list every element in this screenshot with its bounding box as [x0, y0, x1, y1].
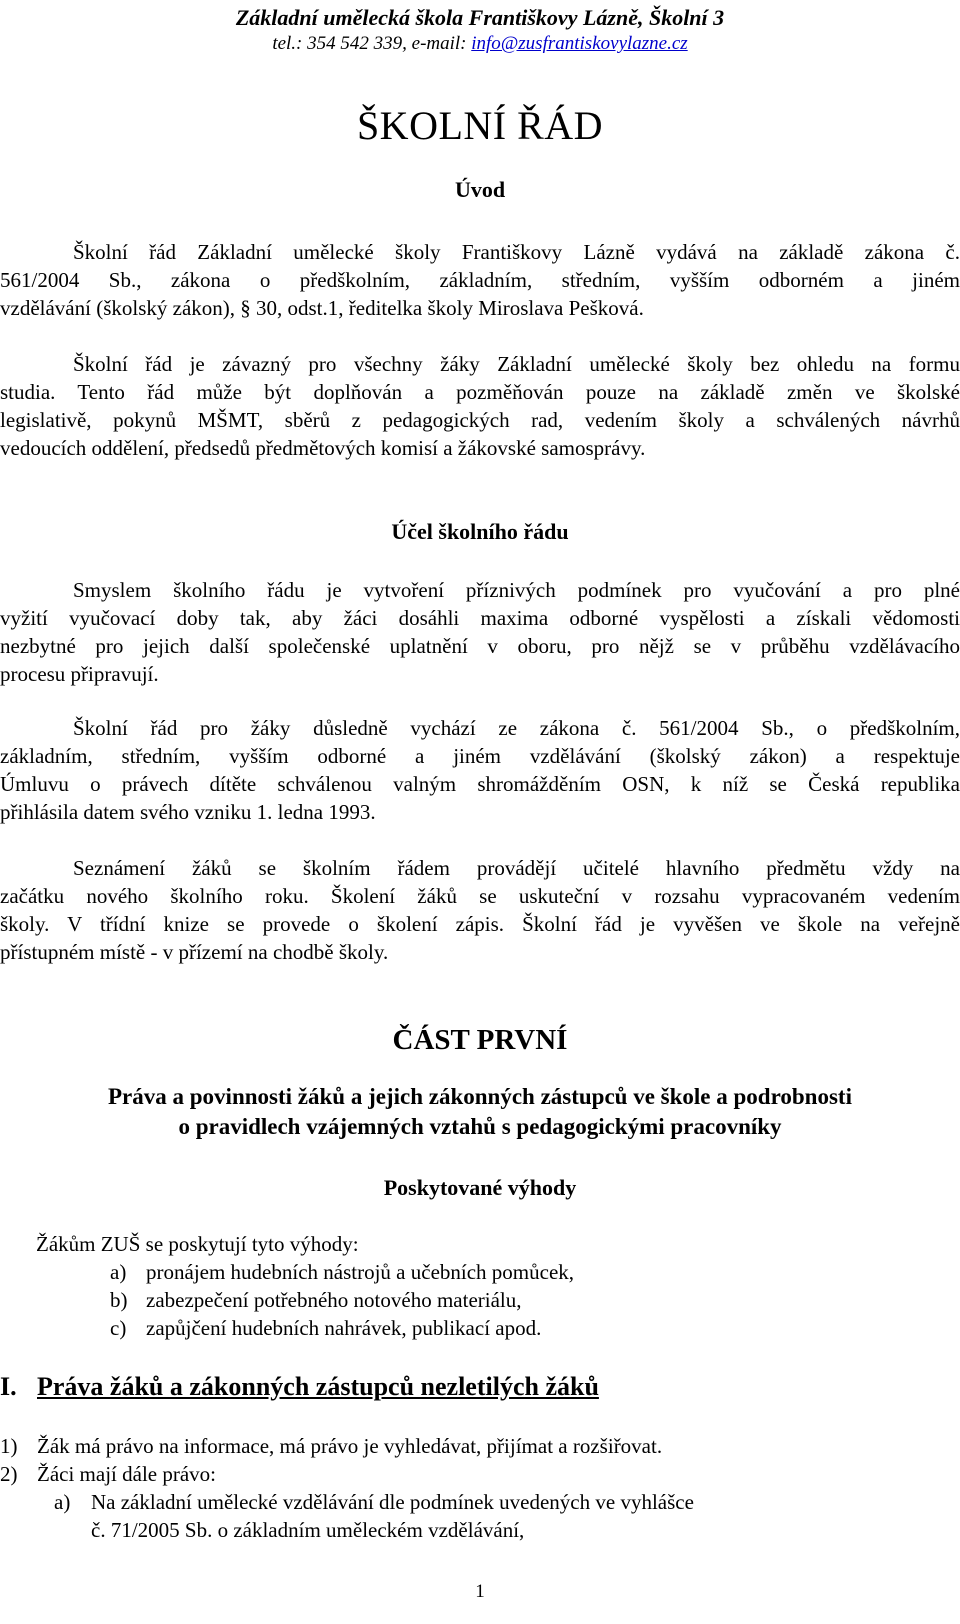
part-subheading-line-2: o pravidlech vzájemných vztahů s pedagogickými pracovníky — [178, 1114, 782, 1139]
heading-vyhody: Poskytované výhody — [383, 1175, 577, 1200]
text-line: Seznámení žáků se školním řádem provádějí učitelé hlavního předmětu vždy na — [73, 856, 960, 880]
heading-uvod: Úvod — [454, 177, 506, 202]
text-line: Smyslem školního řádu je vytvoření příznivých podmínek pro vyučování a pro plné — [73, 578, 960, 602]
text-line: vedoucích oddělení, předsedů předmětových komisí a žákovské samosprávy. — [0, 436, 646, 460]
ucel-paragraph-3 — [0, 854, 960, 966]
numbered-marker: 2) — [0, 1462, 18, 1486]
list-marker: c) — [110, 1316, 127, 1340]
text-line: procesu připravují. — [0, 662, 159, 686]
text-line: školy. V třídní knize se provede o školení zápis. Školní řád je vyvěšen ve škole na veřejně — [0, 912, 960, 936]
contact-line — [0, 32, 960, 56]
part-subheading-line-1: Práva a povinnosti žáků a jejich zákonných zástupců ve škole a podrobnosti — [108, 1084, 852, 1109]
email-link[interactable]: info@zusfrantiskovylazne.cz — [471, 33, 688, 54]
sub-item-text-line: Na základní umělecké vzdělávání dle podmínek uvedených ve vyhlášce — [91, 1490, 694, 1514]
list-item — [110, 1314, 126, 1342]
sub-item-marker: a) — [54, 1490, 71, 1514]
list-item-text: zapůjčení hudebních nahrávek, publikací apod. — [146, 1316, 542, 1340]
text-line: nezbytné pro jejich další společenské uplatnění v oboru, pro nějž se v průběhu vzdělávacího — [0, 634, 960, 658]
list-item-text: zabezpečení potřebného notového materiálu, — [146, 1288, 522, 1312]
sub-item-text-line: č. 71/2005 Sb. o základním uměleckém vzdělávání, — [91, 1518, 525, 1542]
section-I-title-text: Práva žáků a zákonných zástupců nezletilých žáků — [37, 1372, 599, 1401]
list-item — [110, 1286, 128, 1314]
part-heading: ČÁST PRVNÍ — [392, 1024, 568, 1056]
text-line: Školní řád je závazný pro všechny žáky Základní umělecké školy bez ohledu na formu — [73, 352, 960, 376]
list-item-text: pronájem hudebních nástrojů a učebních pomůcek, — [146, 1260, 575, 1284]
numbered-item-text: Žáci mají dále právo: — [37, 1462, 217, 1486]
text-line: základním, středním, vyšším odborné a jiném vzdělávání (školský zákon) a respektuje — [0, 744, 960, 768]
text-line: vyžití vyučovací doby tak, aby žáci dosáhli maxima odborné vyspělosti a získali vědomosti — [0, 606, 960, 630]
list-item — [110, 1258, 126, 1286]
text-line: přihlásila datem svého vzniku 1. ledna 1993. — [0, 800, 376, 824]
vyhody-intro: Žákům ZUŠ se poskytují tyto výhody: — [36, 1232, 359, 1256]
section-I-number: I. — [0, 1372, 17, 1401]
uvod-paragraph-1 — [0, 238, 960, 322]
uvod-paragraph-2 — [0, 350, 960, 462]
ucel-paragraph-1 — [0, 576, 960, 688]
contact-prefix: tel.: 354 542 339, e-mail: — [272, 33, 472, 54]
text-line: vzdělávání (školský zákon), § 30, odst.1, ředitelka školy Miroslava Pešková. — [0, 296, 644, 320]
text-line: studia. Tento řád může být doplňován a pozměňován pouze na základě změn ve školské — [0, 380, 960, 404]
school-header: Základní umělecká škola Františkovy Lázně, Školní 3 — [235, 5, 725, 30]
text-line: Školní řád pro žáky důsledně vychází ze zákona č. 561/2004 Sb., o předškolním, — [73, 716, 960, 740]
text-line: 561/2004 Sb., zákona o předškolním, základním, středním, vyšším odborném a jiném — [0, 268, 960, 292]
list-marker: a) — [110, 1260, 127, 1284]
text-line: Školní řád Základní umělecké školy Františkovy Lázně vydává na základě zákona č. — [73, 240, 960, 264]
numbered-item-text: Žák má právo na informace, má právo je vyhledávat, přijímat a rozšiřovat. — [37, 1434, 663, 1458]
text-line: legislativě, pokynů MŠMT, sběrů z pedagogických rad, vedením školy a schválených návrhů — [0, 408, 960, 432]
numbered-marker: 1) — [0, 1434, 18, 1458]
text-line: Úmluvu o právech dítěte schválenou valným shromážděním OSN, k níž se Česká republika — [0, 772, 960, 796]
list-marker: b) — [110, 1288, 128, 1312]
page-number: 1 — [475, 1581, 485, 1602]
ucel-paragraph-2 — [0, 714, 960, 826]
document-title: ŠKOLNÍ ŘÁD — [356, 103, 604, 148]
heading-ucel: Účel školního řádu — [391, 519, 569, 544]
text-line: přístupném místě - v přízemí na chodbě školy. — [0, 940, 389, 964]
section-I-title — [37, 1370, 599, 1404]
text-line: začátku nového školního roku. Školení žáků se uskuteční v rozsahu vypracovaném vedením — [0, 884, 960, 908]
